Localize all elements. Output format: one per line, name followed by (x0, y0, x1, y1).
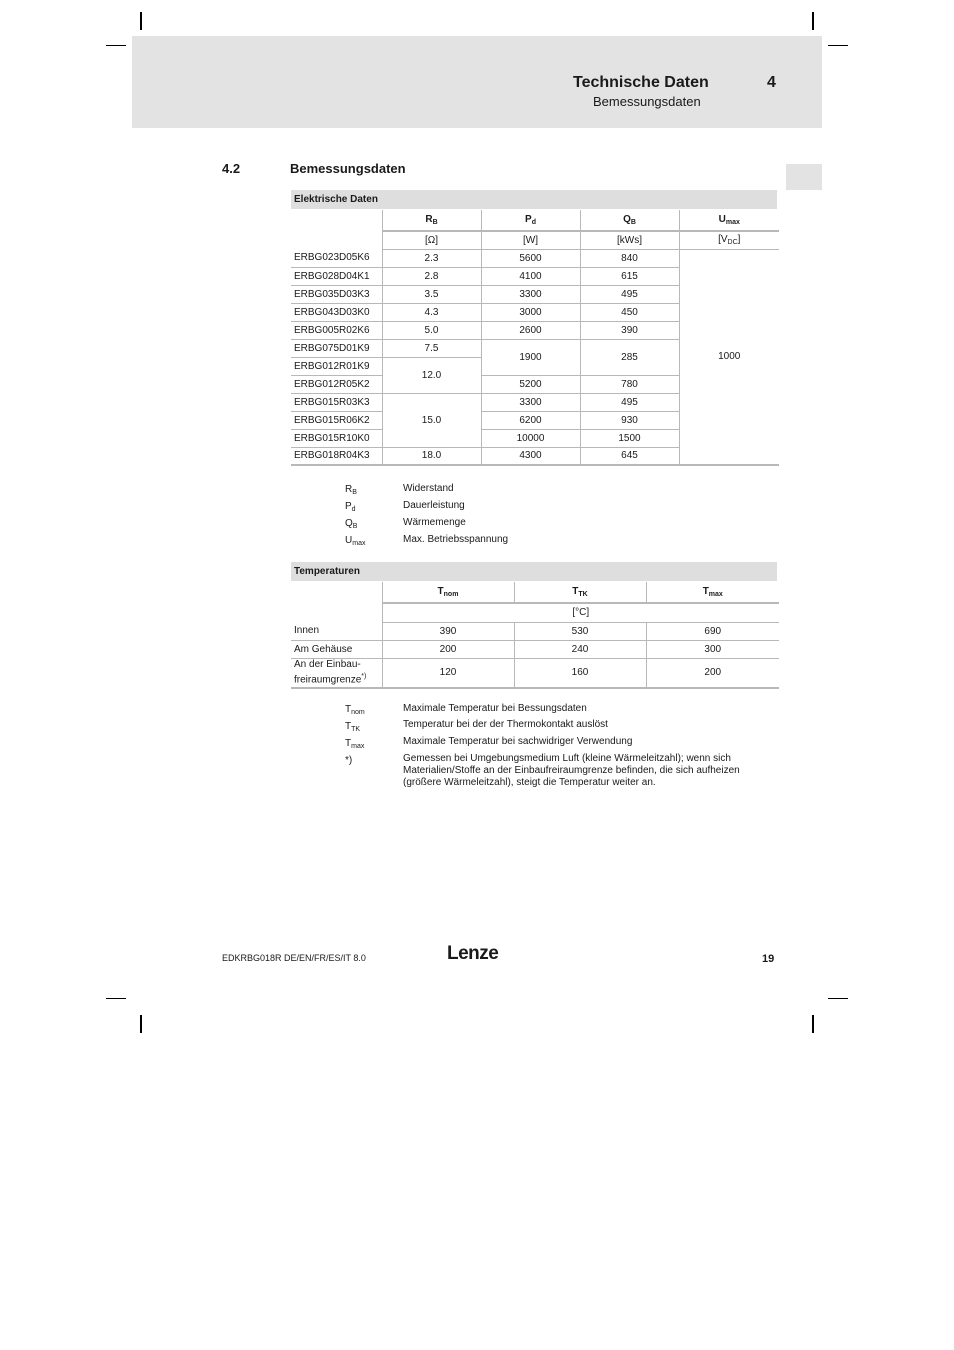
umax-cell: 1000 (679, 249, 779, 465)
page-header-band (132, 36, 822, 128)
crop-mark (106, 45, 126, 46)
unit-blank (291, 603, 382, 622)
pd-cell: 5600 (481, 249, 580, 267)
electrical-data-table (291, 210, 779, 466)
location-cell: Am Gehäuse (291, 640, 382, 658)
chapter-number: 4 (767, 74, 776, 91)
tmax-cell: 200 (646, 658, 779, 688)
column-header-tmax: $T_{max}$ (646, 582, 779, 603)
type-cell: ERBG015R03K3 (291, 393, 382, 411)
pd-cell: 4300 (481, 447, 580, 465)
table-row (291, 640, 779, 658)
legend-text: Temperatur bei der der Thermokontakt auslöst (403, 719, 608, 730)
pd-cell: 4100 (481, 267, 580, 285)
temperature-legend (345, 701, 785, 796)
legend-symbol: $P_d$ (345, 501, 356, 513)
legend-text: Max. Betriebsspannung (403, 534, 509, 545)
tnom-cell: 120 (382, 658, 514, 688)
type-cell: ERBG075D01K9 (291, 339, 382, 357)
rb-cell: 15.0 (382, 393, 481, 447)
rb-cell: 2.8 (382, 267, 481, 285)
legend-symbol: $U_{max}$ (345, 535, 366, 547)
legend-text: Widerstand (403, 483, 454, 494)
unit-umax: $[V_{DC}]$ (679, 231, 779, 249)
location-cell: Innen (291, 622, 382, 640)
qb-cell: 1500 (580, 429, 679, 447)
legend-text: Dauerleistung (403, 500, 465, 511)
qb-cell: 495 (580, 393, 679, 411)
legend-text: Wärmemenge (403, 517, 466, 528)
chapter-subtitle: Bemessungsdaten (593, 94, 701, 109)
table-row (291, 658, 779, 688)
rb-cell: 18.0 (382, 447, 481, 465)
crop-mark (812, 1015, 814, 1033)
legend-text: Gemessen bei Umgebungsmedium Luft (kleine Wärmeleitzahl); wenn sich Materialien/Stoffe an der Einbaufreiraumgrenze befinden, die sich aufheizen (größere Wärmeleitzahl), steigt die Temperatur weiter an. (403, 753, 740, 788)
tmax-cell: 300 (646, 640, 779, 658)
chapter-side-tab (786, 164, 822, 190)
type-cell: ERBG018R04K3 (291, 447, 382, 465)
qb-cell: 450 (580, 303, 679, 321)
qb-cell: 390 (580, 321, 679, 339)
type-cell: ERBG023D05K6 (291, 249, 382, 267)
electrical-unit-row (291, 231, 779, 249)
tnom-cell: 390 (382, 622, 514, 640)
column-header-tnom: $T_{nom}$ (382, 582, 514, 603)
pd-cell: 2600 (481, 321, 580, 339)
legend-symbol: $Q_B$ (345, 518, 358, 530)
crop-mark (812, 12, 814, 30)
location-cell: An der Einbau- freiraumgrenze*) (291, 658, 382, 688)
crop-mark (140, 1015, 142, 1033)
unit-celsius: [°C] (382, 603, 779, 622)
type-cell: ERBG012R05K2 (291, 375, 382, 393)
type-cell: ERBG035D03K3 (291, 285, 382, 303)
type-cell: ERBG015R10K0 (291, 429, 382, 447)
column-header-rb: $R_B$ (382, 210, 481, 231)
tmax-cell: 690 (646, 622, 779, 640)
qb-cell: 930 (580, 411, 679, 429)
qb-cell: 615 (580, 267, 679, 285)
column-header-pd: $P_d$ (481, 210, 580, 231)
legend-symbol: *) (345, 755, 353, 766)
rb-cell: 5.0 (382, 321, 481, 339)
electrical-legend (345, 481, 785, 551)
rb-cell: 2.3 (382, 249, 481, 267)
section-title: Bemessungsdaten (290, 161, 406, 176)
crop-mark (140, 12, 142, 30)
unit-pd: [W] (481, 231, 580, 249)
ttk-cell: 240 (514, 640, 646, 658)
qb-cell: 285 (580, 339, 679, 375)
rb-cell: 4.3 (382, 303, 481, 321)
pd-cell: 10000 (481, 429, 580, 447)
qb-cell: 495 (580, 285, 679, 303)
table-row (291, 249, 779, 267)
qb-cell: 780 (580, 375, 679, 393)
temperature-header-row (291, 582, 779, 603)
pd-cell: 3000 (481, 303, 580, 321)
electrical-header-row (291, 210, 779, 231)
rb-cell: 7.5 (382, 339, 481, 357)
temperature-table (291, 582, 779, 689)
temperature-unit-row (291, 603, 779, 622)
ttk-cell: 160 (514, 658, 646, 688)
pd-cell: 3300 (481, 285, 580, 303)
pd-cell: 5200 (481, 375, 580, 393)
header-blank (291, 210, 382, 231)
type-cell: ERBG028D04K1 (291, 267, 382, 285)
ttk-cell: 530 (514, 622, 646, 640)
legend-symbol: $R_B$ (345, 484, 357, 496)
legend-text: Maximale Temperatur bei sachwidriger Verwendung (403, 736, 633, 747)
column-header-umax: $U_{max}$ (679, 210, 779, 231)
crop-mark (106, 998, 126, 999)
legend-symbol: $T_{max}$ (345, 738, 365, 750)
legend-text: Maximale Temperatur bei Bessungsdaten (403, 703, 587, 714)
electrical-table-heading: Elektrische Daten (291, 190, 777, 209)
page-number: 19 (762, 953, 775, 965)
pd-cell: 3300 (481, 393, 580, 411)
qb-cell: 840 (580, 249, 679, 267)
footer-document-code: EDKRBG018R DE/EN/FR/ES/IT 8.0 (222, 953, 366, 963)
legend-symbol: $T_{TK}$ (345, 721, 361, 733)
unit-rb: [Ω] (382, 231, 481, 249)
tnom-cell: 200 (382, 640, 514, 658)
type-cell: ERBG043D03K0 (291, 303, 382, 321)
crop-mark (828, 998, 848, 999)
legend-symbol: $T_{nom}$ (345, 704, 365, 716)
header-blank (291, 582, 382, 603)
type-cell: ERBG015R06K2 (291, 411, 382, 429)
unit-blank (291, 231, 382, 249)
pd-cell: 6200 (481, 411, 580, 429)
pd-cell: 1900 (481, 339, 580, 375)
section-number: 4.2 (222, 161, 241, 176)
qb-cell: 645 (580, 447, 679, 465)
table-row (291, 622, 779, 640)
lenze-logo: Lenze (447, 943, 499, 964)
column-header-qb: $Q_B$ (580, 210, 679, 231)
unit-qb: [kWs] (580, 231, 679, 249)
column-header-ttk: $T_{TK}$ (514, 582, 646, 603)
type-cell: ERBG012R01K9 (291, 357, 382, 375)
chapter-title: Technische Daten (573, 74, 709, 91)
crop-mark (828, 45, 848, 46)
type-cell: ERBG005R02K6 (291, 321, 382, 339)
temperature-table-heading: Temperaturen (291, 562, 777, 581)
rb-cell: 3.5 (382, 285, 481, 303)
rb-cell: 12.0 (382, 357, 481, 393)
